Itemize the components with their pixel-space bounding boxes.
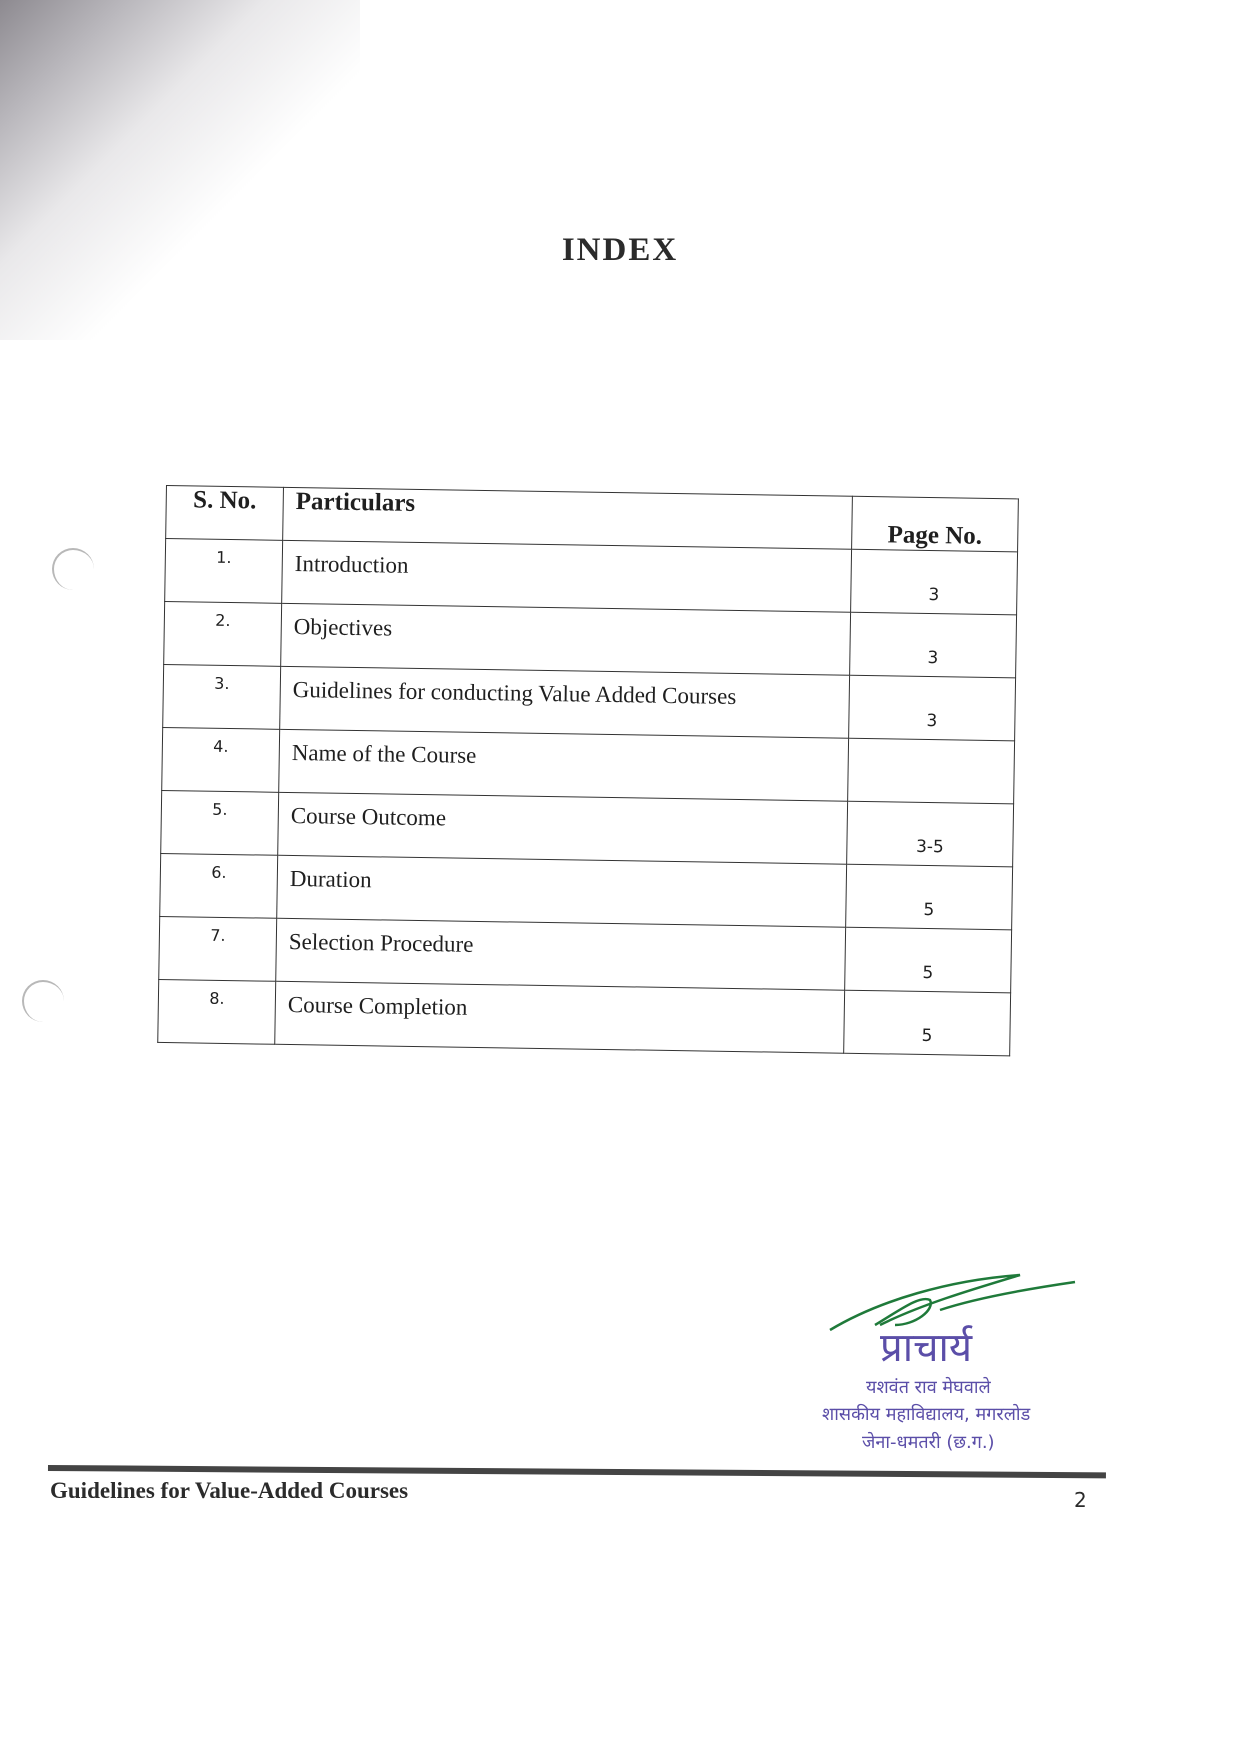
row-sno: 8. <box>158 979 276 1044</box>
row-sno: 2. <box>164 601 282 666</box>
punch-hole <box>22 980 64 1022</box>
row-page: 5 <box>844 990 1011 1056</box>
table-row <box>158 979 1011 1055</box>
row-particular: Selection Procedure <box>276 918 846 990</box>
row-sno: 3. <box>163 664 281 729</box>
row-sno: 1. <box>165 539 283 604</box>
header-sno: S. No. <box>166 486 284 541</box>
row-particular: Introduction <box>282 540 852 612</box>
row-page: 3 <box>851 549 1018 615</box>
row-sno: 7. <box>159 916 277 981</box>
row-page: 3 <box>849 675 1016 741</box>
seal-line-3: जेना-धमतरी (छ.ग.) <box>862 1432 995 1453</box>
row-sno: 4. <box>162 727 280 792</box>
row-particular: Duration <box>277 855 847 927</box>
page-title: INDEX <box>561 232 679 268</box>
seal-title: प्राचार्य <box>880 1325 973 1371</box>
punch-hole <box>52 548 94 590</box>
seal-line-2: शासकीय महाविद्यालय, मगरलोड <box>822 1404 1031 1425</box>
row-page: 5 <box>845 927 1012 993</box>
row-page: 5 <box>846 864 1013 930</box>
row-particular: Course Completion <box>275 981 845 1053</box>
row-sno: 5. <box>161 790 279 855</box>
row-page: 3 <box>850 612 1017 678</box>
seal-line-1: यशवंत राव मेघवाले <box>866 1377 991 1398</box>
index-table <box>157 485 1019 1056</box>
row-sno: 6. <box>160 853 278 918</box>
row-particular: Name of the Course <box>279 729 849 801</box>
header-page-no: Page No. <box>852 496 1019 552</box>
header-particulars: Particulars <box>283 487 853 549</box>
row-page: 3-5 <box>847 801 1014 867</box>
row-particular: Course Outcome <box>278 792 848 864</box>
row-page <box>848 738 1015 804</box>
footer-title: Guidelines for Value-Added Courses <box>50 1478 409 1503</box>
row-particular: Guidelines for conducting Value Added Courses <box>280 666 850 738</box>
row-particular: Objectives <box>281 603 851 675</box>
footer-page-number: 2 <box>1074 1488 1087 1512</box>
